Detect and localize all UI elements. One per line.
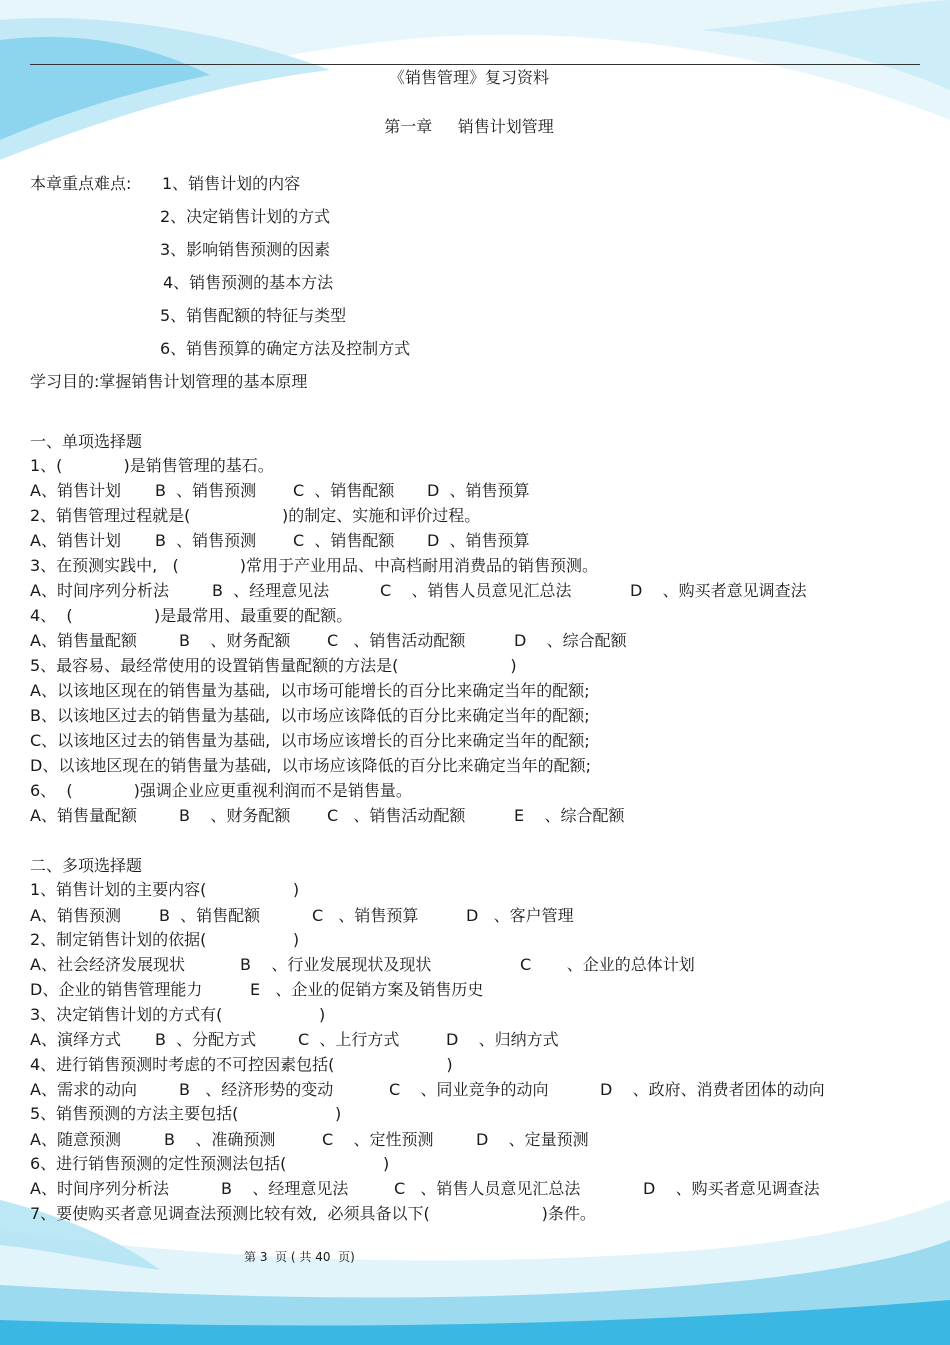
option: A、时间序列分析法 xyxy=(30,1179,169,1198)
option: C 、销售预算 xyxy=(312,906,419,925)
option: E 、综合配额 xyxy=(514,806,625,825)
option: D 、销售预算 xyxy=(427,481,530,500)
option: D 、政府、消费者团体的动向 xyxy=(600,1080,825,1099)
focus-item: 3、影响销售预测的因素 xyxy=(160,240,331,259)
focus-item: 4、销售预测的基本方法 xyxy=(163,273,334,292)
option: D 、购买者意见调查法 xyxy=(643,1179,820,1198)
question: 3、在预测实践中, ( )常用于产业用品、中高档耐用消费品的销售预测。 xyxy=(30,556,599,575)
question: 3、决定销售计划的方式有( ) xyxy=(30,1005,326,1024)
question: 6、进行销售预测的定性预测法包括( ) xyxy=(30,1154,390,1173)
focus-item: 6、销售预算的确定方法及控制方式 xyxy=(160,339,411,358)
question: 7、要使购买者意见调查法预测比较有效, 必须具备以下( )条件。 xyxy=(30,1204,596,1223)
chapter-title: 第一章 销售计划管理 xyxy=(384,117,554,136)
option: B 、财务配额 xyxy=(179,806,291,825)
option: C 、销售人员意见汇总法 xyxy=(394,1179,581,1198)
option: C 、企业的总体计划 xyxy=(520,955,695,974)
question: 2、制定销售计划的依据( ) xyxy=(30,930,300,949)
option: B 、分配方式 xyxy=(155,1030,257,1049)
question: 1、( )是销售管理的基石。 xyxy=(30,456,274,475)
option: C 、销售人员意见汇总法 xyxy=(380,581,572,600)
option: D 、综合配额 xyxy=(514,631,627,650)
option: B 、行业发展现状及现状 xyxy=(240,955,432,974)
section-heading: 一、单项选择题 xyxy=(30,432,143,451)
option: A、销售计划 xyxy=(30,481,121,500)
option: B、以该地区过去的销售量为基础, 以市场应该降低的百分比来确定当年的配额; xyxy=(30,706,590,725)
option: B 、经理意见法 xyxy=(212,581,330,600)
option: A、社会经济发展现状 xyxy=(30,955,185,974)
option: B 、经济形势的变动 xyxy=(179,1080,334,1099)
section-heading: 二、多项选择题 xyxy=(30,856,143,875)
option: D 、客户管理 xyxy=(466,906,574,925)
question: 4、进行销售预测时考虑的不可控因素包括( ) xyxy=(30,1055,453,1074)
option: A、销售量配额 xyxy=(30,631,137,650)
option: B 、销售预测 xyxy=(155,531,257,550)
option: B 、销售预测 xyxy=(155,481,257,500)
focus-item: 5、销售配额的特征与类型 xyxy=(160,306,347,325)
header-rule xyxy=(30,64,920,65)
focus-item: 2、决定销售计划的方式 xyxy=(160,207,331,226)
question: 6、 ( )强调企业应更重视利润而不是销售量。 xyxy=(30,781,412,800)
option: D 、定量预测 xyxy=(476,1130,589,1149)
option: C 、定性预测 xyxy=(322,1130,434,1149)
question: 5、最容易、最经常使用的设置销售量配额的方法是( ) xyxy=(30,656,517,675)
option: B 、财务配额 xyxy=(179,631,291,650)
option: C 、销售配额 xyxy=(293,481,395,500)
option: A、时间序列分析法 xyxy=(30,581,169,600)
option: A、以该地区现在的销售量为基础, 以市场可能增长的百分比来确定当年的配额; xyxy=(30,681,590,700)
question: 4、 ( )是最常用、最重要的配额。 xyxy=(30,606,353,625)
question: 1、销售计划的主要内容( ) xyxy=(30,880,300,899)
document-title: 《销售管理》复习资料 xyxy=(388,68,549,87)
option: A、销售预测 xyxy=(30,906,121,925)
option: C、以该地区过去的销售量为基础, 以市场应该增长的百分比来确定当年的配额; xyxy=(30,731,590,750)
option: D、以该地区现在的销售量为基础, 以市场应该降低的百分比来确定当年的配额; xyxy=(30,756,591,775)
option: B 、销售配额 xyxy=(159,906,261,925)
focus-item: 1、销售计划的内容 xyxy=(162,174,301,193)
option: C 、销售活动配额 xyxy=(327,631,466,650)
option: A、销售计划 xyxy=(30,531,121,550)
option: D 、销售预算 xyxy=(427,531,530,550)
question: 5、销售预测的方法主要包括( ) xyxy=(30,1104,342,1123)
question: 2、销售管理过程就是( )的制定、实施和评价过程。 xyxy=(30,506,481,525)
option: A、随意预测 xyxy=(30,1130,121,1149)
option: B 、准确预测 xyxy=(164,1130,276,1149)
focus-label: 本章重点难点: xyxy=(30,174,132,193)
option: C 、销售活动配额 xyxy=(327,806,466,825)
option: B 、经理意见法 xyxy=(221,1179,349,1198)
option: D、企业的销售管理能力 xyxy=(30,980,203,999)
option: A、演绎方式 xyxy=(30,1030,121,1049)
page-footer: 第 3 页 ( 共 40 页) xyxy=(244,1250,355,1264)
option: C 、同业竞争的动向 xyxy=(389,1080,549,1099)
option: A、需求的动向 xyxy=(30,1080,137,1099)
option: C 、销售配额 xyxy=(293,531,395,550)
option: D 、购买者意见调查法 xyxy=(630,581,807,600)
learning-objective: 学习目的:掌握销售计划管理的基本原理 xyxy=(30,372,308,391)
option: D 、归纳方式 xyxy=(446,1030,559,1049)
option: C 、上行方式 xyxy=(298,1030,400,1049)
option: E 、企业的促销方案及销售历史 xyxy=(250,980,484,999)
option: A、销售量配额 xyxy=(30,806,137,825)
